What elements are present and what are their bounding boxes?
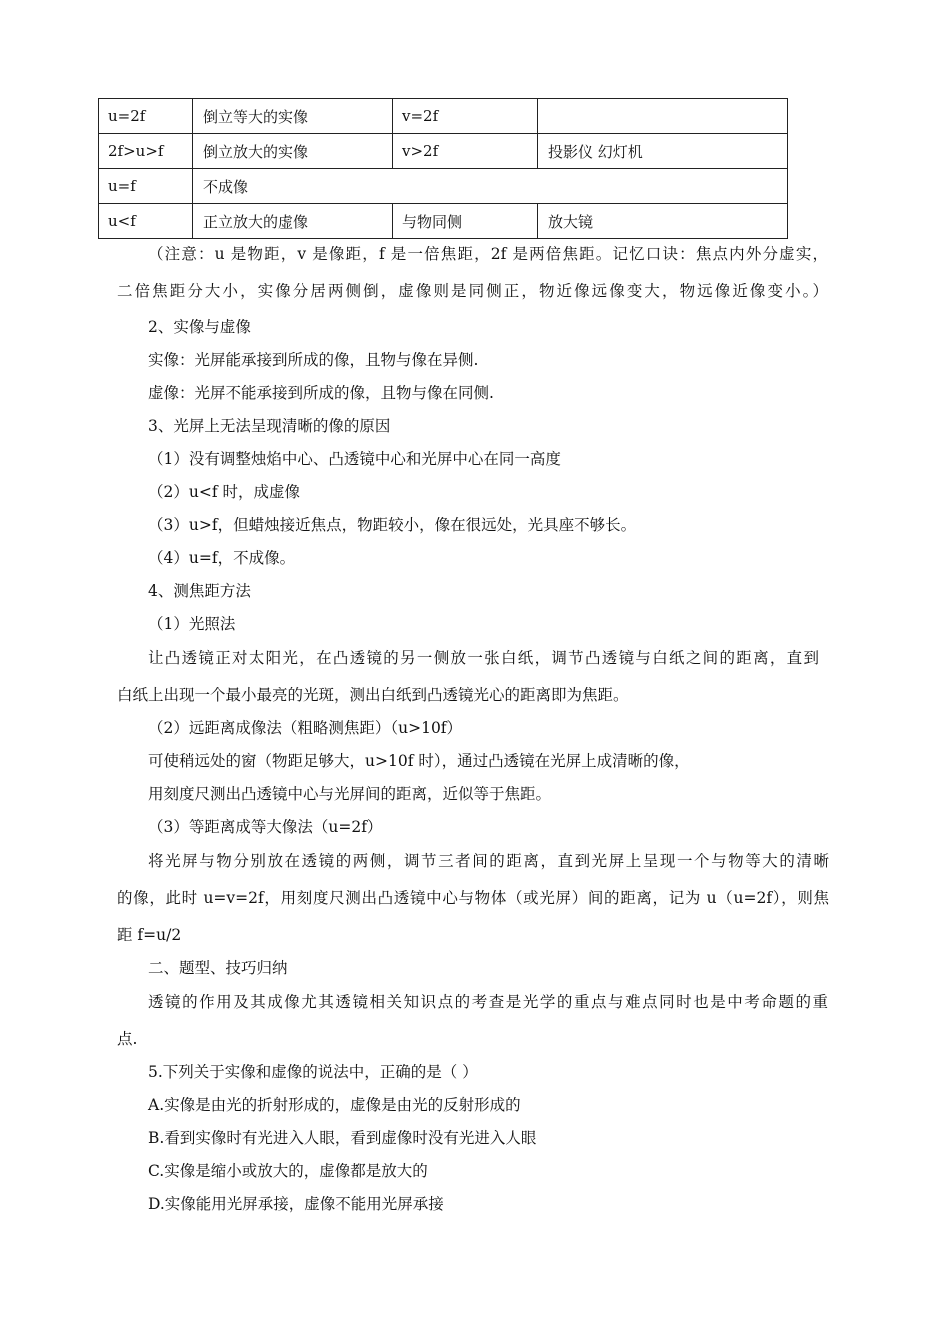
table-cell: 倒立等大的实像	[193, 99, 393, 134]
table-row	[99, 134, 788, 169]
table-row	[99, 204, 788, 239]
paragraph: 点.	[117, 1030, 138, 1048]
paragraph: 可使稍远处的窗（物距足够大，u>10f 时），通过凸透镜在光屏上成清晰的像，	[148, 752, 690, 770]
section-heading: 2、实像与虚像	[148, 318, 251, 336]
table-row	[99, 169, 788, 204]
section-heading: 4、测焦距方法	[148, 582, 251, 600]
section-heading: 3、光屏上无法呈现清晰的像的原因	[148, 417, 391, 435]
question-option-c: C.实像是缩小或放大的，虚像都是放大的	[148, 1162, 428, 1180]
note-line: （注意：u 是物距，v 是像距，f 是一倍焦距，2f 是两倍焦距。记忆口诀：焦点内外分虚实，	[148, 245, 828, 263]
table-cell: u=2f	[99, 99, 193, 134]
question-option-b: B.看到实像时有光进入人眼，看到虚像时没有光进入人眼	[148, 1129, 537, 1147]
table-cell: 与物同侧	[393, 204, 538, 239]
subsection-heading: （1）光照法	[148, 615, 236, 633]
paragraph: 用刻度尺测出凸透镜中心与光屏间的距离，近似等于焦距。	[148, 785, 552, 803]
paragraph: 让凸透镜正对太阳光，在凸透镜的另一侧放一张白纸，调节凸透镜与白纸之间的距离，直到	[148, 649, 819, 667]
table-cell: 放大镜	[538, 204, 788, 239]
list-item: （4）u=f，不成像。	[148, 549, 296, 567]
table-cell: u=f	[99, 169, 193, 204]
table-cell: v=2f	[393, 99, 538, 134]
list-item: （3）u>f，但蜡烛接近焦点，物距较小，像在很远处，光具座不够长。	[148, 516, 637, 534]
table-row	[99, 99, 788, 134]
list-item: （2）u<f 时，成虚像	[148, 483, 300, 501]
table-cell: 正立放大的虚像	[193, 204, 393, 239]
table-cell: 投影仪 幻灯机	[538, 134, 788, 169]
table-cell	[538, 99, 788, 134]
section-heading: 二、题型、技巧归纳	[148, 959, 288, 977]
question-stem: 5.下列关于实像和虚像的说法中，正确的是（ ）	[148, 1063, 478, 1081]
subsection-heading: （2）远距离成像法（粗略测焦距）（u>10f）	[148, 719, 463, 737]
table-cell: u<f	[99, 204, 193, 239]
list-item: （1）没有调整烛焰中心、凸透镜中心和光屏中心在同一高度	[148, 450, 561, 468]
paragraph: 距 f=u/2	[117, 926, 182, 944]
note-line: 二倍焦距分大小，实像分居两侧倒，虚像则是同侧正，物近像远像变大，物远像近像变小。）	[117, 282, 828, 300]
paragraph: 将光屏与物分别放在透镜的两侧，调节三者间的距离，直到光屏上呈现一个与物等大的清晰	[148, 852, 829, 870]
paragraph: 实像：光屏能承接到所成的像，且物与像在异侧.	[148, 351, 479, 369]
table-cell: 不成像	[193, 169, 788, 204]
paragraph: 的像，此时 u=v=2f，用刻度尺测出凸透镜中心与物体（或光屏）间的距离，记为 u（u=2f），则焦	[117, 889, 829, 907]
lens-imaging-table	[98, 98, 788, 239]
subsection-heading: （3）等距离成等大像法（u=2f）	[148, 818, 383, 836]
paragraph: 白纸上出现一个最小最亮的光斑，测出白纸到凸透镜光心的距离即为焦距。	[117, 686, 629, 704]
paragraph: 虚像：光屏不能承接到所成的像，且物与像在同侧.	[148, 384, 494, 402]
table-cell: 2f>u>f	[99, 134, 193, 169]
question-option-a: A.实像是由光的折射形成的，虚像是由光的反射形成的	[148, 1096, 521, 1114]
paragraph: 透镜的作用及其成像尤其透镜相关知识点的考查是光学的重点与难点同时也是中考命题的重	[148, 993, 828, 1011]
table-cell: v>2f	[393, 134, 538, 169]
question-option-d: D.实像能用光屏承接，虚像不能用光屏承接	[148, 1195, 444, 1213]
table-cell: 倒立放大的实像	[193, 134, 393, 169]
